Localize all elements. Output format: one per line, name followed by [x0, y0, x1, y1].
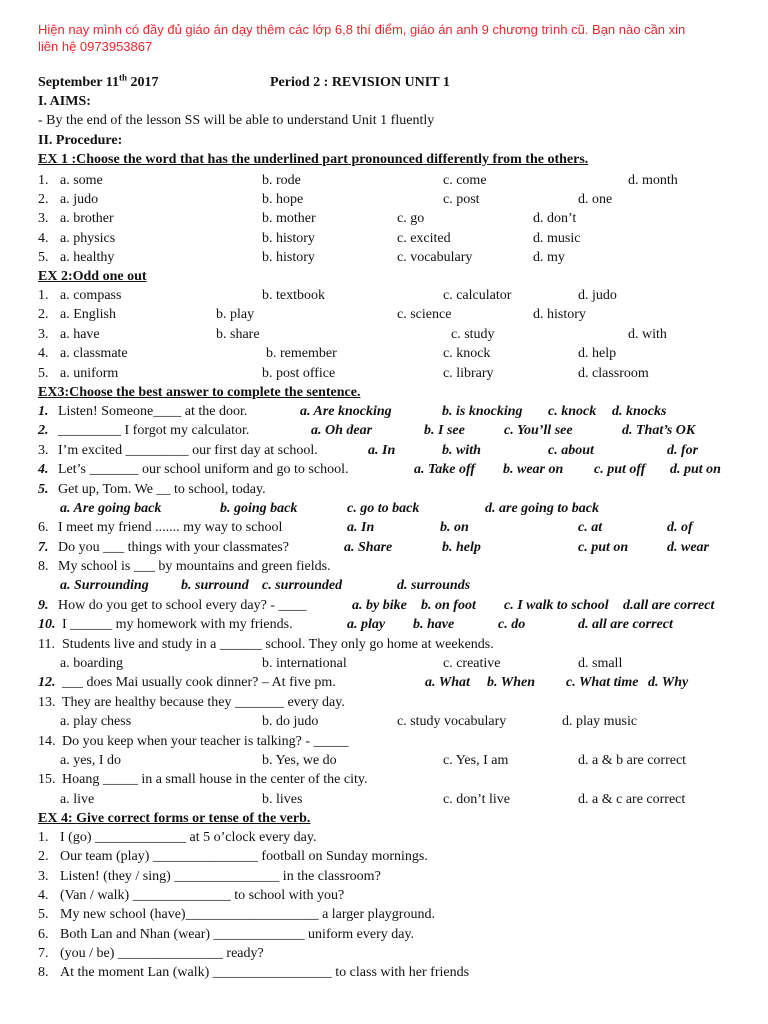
ex3-heading: EX3:Choose the best answer to complete the sentence. — [38, 385, 361, 400]
ex1-option: b. mother — [262, 211, 316, 226]
ex4-heading: EX 4: Give correct forms or tense of the verb. — [38, 811, 311, 826]
ex3-option: a. Are knocking — [300, 404, 392, 419]
ex2-option: c. library — [443, 366, 494, 381]
ex2-option: b. remember — [266, 346, 337, 361]
ex3-option: b. on foot — [421, 598, 476, 613]
ex2-item-number: 3. — [38, 327, 49, 342]
ex2-option: d. help — [578, 346, 617, 361]
ex2-option: d. judo — [578, 288, 617, 303]
notice-line-2: liên hệ 0973953867 — [38, 39, 153, 54]
ex2-option: a. have — [60, 327, 100, 342]
ex3-question: Do you keep when your teacher is talking? - _____ — [62, 734, 349, 749]
ex4-sentence: At the moment Lan (walk) _________________ to class with her friends — [60, 965, 470, 980]
ex4-item-number: 3. — [38, 869, 49, 884]
ex3-question: My school is ___ by mountains and green fields. — [58, 559, 331, 574]
ex3-item-number: 11. — [38, 637, 55, 652]
ex3-option: b. Yes, we do — [262, 753, 337, 768]
ex2-option: d. with — [628, 327, 667, 342]
ex3-option: d. for — [667, 443, 699, 458]
ex2-option: a. classmate — [60, 346, 128, 361]
ex3-option: b. going back — [220, 501, 298, 516]
ex3-question: Listen! Someone____ at the door. — [58, 404, 248, 419]
ex3-option: a. Take off — [414, 462, 476, 477]
ex3-option: a. In — [368, 443, 396, 458]
ex3-question: How do you get to school every day? - ____ — [58, 598, 307, 613]
ex2-option: c. calculator — [443, 288, 512, 303]
ex2-option: c. science — [397, 307, 452, 322]
ex3-option: a. In — [347, 520, 375, 535]
ex3-option: c. knock — [548, 404, 597, 419]
ex2-heading: EX 2:Odd one out — [38, 269, 147, 284]
aims-heading: I. AIMS: — [38, 94, 91, 109]
ex1-option: b. history — [262, 231, 315, 246]
ex4-item-number: 2. — [38, 849, 49, 864]
ex3-option: b. have — [413, 617, 455, 632]
ex2-option: c. knock — [443, 346, 491, 361]
ex1-option: a. physics — [60, 231, 116, 246]
ex3-option: c. I walk to school — [504, 598, 609, 613]
ex3-question: Hoang _____ in a small house in the center of the city. — [62, 772, 368, 787]
ex3-item-number: 13. — [38, 695, 56, 710]
ex3-option: c. put off — [594, 462, 646, 477]
notice-line-1: Hiện nay mình có đầy đủ giáo án dạy thêm các lớp 6,8 thí điểm, giáo án anh 9 chương trình cũ. Bạn nào cần xin — [38, 22, 686, 37]
ex3-question: I meet my friend ....... my way to school — [58, 520, 283, 535]
ex1-option: a. some — [60, 173, 103, 188]
ex3-option: a. Oh dear — [311, 423, 373, 438]
ex1-option: c. post — [443, 192, 480, 207]
ex3-option: a. Share — [344, 540, 393, 555]
ex3-item-number: 6. — [38, 520, 49, 535]
ex1-option: d. don’t — [533, 211, 577, 226]
ex3-item-number: 1. — [38, 404, 49, 419]
ex3-question: Get up, Tom. We __ to school, today. — [58, 482, 266, 497]
ex3-option: c. creative — [443, 656, 501, 671]
ex3-option: c. don’t live — [443, 792, 511, 807]
ex3-item-number: 8. — [38, 559, 49, 574]
date-year: 2017 — [127, 75, 159, 90]
ex2-option: b. share — [216, 327, 260, 342]
ex2-option: d. history — [533, 307, 586, 322]
ex3-option: a. boarding — [60, 656, 123, 671]
ex3-option: b. When — [487, 675, 535, 690]
ex3-option: a. What — [425, 675, 470, 690]
ex4-sentence: (Van / walk) ______________ to school with you? — [60, 888, 345, 903]
ex3-question: I’m excited _________ our first day at school. — [58, 443, 318, 458]
ex1-option: c. excited — [397, 231, 451, 246]
ex3-option: d. a & c are correct — [578, 792, 686, 807]
ex1-heading: EX 1 :Choose the word that has the underlined part pronounced differently from the others. — [38, 152, 589, 167]
ex3-question: Students live and study in a ______ school. They only go home at weekends. — [62, 637, 494, 652]
ex3-question: Do you ___ things with your classmates? — [58, 540, 289, 555]
ex2-option: b. post office — [262, 366, 336, 381]
ex3-item-number: 3. — [38, 443, 49, 458]
ex3-option: c. go to back — [347, 501, 420, 516]
ex2-option: a. uniform — [60, 366, 119, 381]
ex3-option: d. surrounds — [397, 578, 471, 593]
ex3-option: c. do — [498, 617, 526, 632]
ex1-item-number: 5. — [38, 250, 49, 265]
ex3-item-number: 9. — [38, 598, 49, 613]
period-title: Period 2 : REVISION UNIT 1 — [270, 75, 450, 90]
ex3-option: b. on — [440, 520, 469, 535]
ex1-option: c. come — [443, 173, 487, 188]
ex3-option: a. Surrounding — [60, 578, 149, 593]
ex1-option: a. healthy — [60, 250, 115, 265]
ex4-sentence: (you / be) _______________ ready? — [60, 946, 264, 961]
ex3-option: b. wear on — [503, 462, 564, 477]
ex3-question: Let’s _______ our school uniform and go to school. — [58, 462, 349, 477]
ex1-option: b. history — [262, 250, 315, 265]
ex1-option: b. hope — [262, 192, 304, 207]
ex2-option: b. textbook — [262, 288, 325, 303]
ex2-item-number: 4. — [38, 346, 49, 361]
ex1-option: a. brother — [60, 211, 114, 226]
ex3-item-number: 12. — [38, 675, 56, 690]
ex1-item-number: 3. — [38, 211, 49, 226]
ex2-option: c. study — [451, 327, 495, 342]
ex4-sentence: Listen! (they / sing) _______________ in the classroom? — [60, 869, 381, 884]
ex3-option: a. by bike — [352, 598, 407, 613]
ex1-option: d. my — [533, 250, 565, 265]
ex3-option: a. Are going back — [60, 501, 162, 516]
ex3-option: c. at — [578, 520, 603, 535]
ex3-option: b. is knocking — [442, 404, 523, 419]
ex4-item-number: 1. — [38, 830, 49, 845]
ex3-option: d.all are correct — [623, 598, 715, 613]
ex3-option: d. of — [667, 520, 693, 535]
ex1-item-number: 2. — [38, 192, 49, 207]
ex4-sentence: My new school (have)___________________ a larger playground. — [60, 907, 435, 922]
ex2-option: b. play — [216, 307, 255, 322]
ex3-option: d. play music — [562, 714, 638, 729]
ex3-option: d. all are correct — [578, 617, 673, 632]
ex3-option: d. small — [578, 656, 623, 671]
ex3-option: c. about — [548, 443, 594, 458]
ex3-option: c. study vocabulary — [397, 714, 507, 729]
ex4-sentence: I (go) _____________ at 5 o’clock every day. — [60, 830, 317, 845]
lesson-date — [38, 74, 159, 92]
ex1-option: d. one — [578, 192, 613, 207]
ex3-question: I ______ my homework with my friends. — [62, 617, 293, 632]
ex3-option: d. put on — [670, 462, 721, 477]
ex3-question: They are healthy because they _______ every day. — [62, 695, 345, 710]
ex3-option: b. do judo — [262, 714, 319, 729]
ex2-option: a. compass — [60, 288, 122, 303]
ex1-item-number: 1. — [38, 173, 49, 188]
ex3-item-number: 15. — [38, 772, 56, 787]
ex3-question: _________ I forgot my calculator. — [58, 423, 250, 438]
ex3-option: b. help — [442, 540, 481, 555]
ex3-option: c. Yes, I am — [443, 753, 509, 768]
ex1-option: d. month — [628, 173, 678, 188]
ex3-option: b. surround — [181, 578, 249, 593]
ex1-option: d. music — [533, 231, 581, 246]
ex3-item-number: 10. — [38, 617, 56, 632]
ex2-item-number: 2. — [38, 307, 49, 322]
ex2-item-number: 5. — [38, 366, 49, 381]
ex1-option: c. go — [397, 211, 425, 226]
ex1-option: b. rode — [262, 173, 301, 188]
ex3-option: a. yes, I do — [60, 753, 122, 768]
date-suffix-sup: th — [119, 72, 128, 83]
procedure-heading: II. Procedure: — [38, 133, 123, 148]
ex3-item-number: 5. — [38, 482, 49, 497]
ex3-question: ___ does Mai usually cook dinner? – At five pm. — [62, 675, 336, 690]
ex4-item-number: 5. — [38, 907, 49, 922]
ex3-option: d. knocks — [612, 404, 667, 419]
ex3-option: a. live — [60, 792, 95, 807]
ex3-item-number: 4. — [38, 462, 49, 477]
ex4-item-number: 7. — [38, 946, 49, 961]
ex3-option: b. I see — [424, 423, 465, 438]
ex2-option: d. classroom — [578, 366, 649, 381]
ex3-option: b. international — [262, 656, 347, 671]
ex3-option: d. Why — [648, 675, 689, 690]
ex3-option: c. surrounded — [262, 578, 343, 593]
ex3-option: b. lives — [262, 792, 303, 807]
ex4-sentence: Both Lan and Nhan (wear) _____________ uniform every day. — [60, 927, 415, 942]
ex3-option: d. That’s OK — [622, 423, 696, 438]
ex1-option: c. vocabulary — [397, 250, 473, 265]
aims-text: - By the end of the lesson SS will be able to understand Unit 1 fluently — [38, 113, 435, 128]
ex3-option: a. play — [347, 617, 386, 632]
ex2-option: a. English — [60, 307, 116, 322]
ex3-option: d. wear — [667, 540, 709, 555]
ex3-item-number: 2. — [38, 423, 49, 438]
ex3-item-number: 7. — [38, 540, 49, 555]
ex4-item-number: 4. — [38, 888, 49, 903]
ex1-item-number: 4. — [38, 231, 49, 246]
ex3-option: a. play chess — [60, 714, 132, 729]
ex3-option: d. are going to back — [485, 501, 599, 516]
ex3-option: c. What time — [566, 675, 639, 690]
ex4-item-number: 8. — [38, 965, 49, 980]
ex3-option: c. put on — [578, 540, 629, 555]
ex1-option: a. judo — [60, 192, 99, 207]
ex3-option: d. a & b are correct — [578, 753, 687, 768]
ex4-item-number: 6. — [38, 927, 49, 942]
ex3-item-number: 14. — [38, 734, 56, 749]
ex3-option: c. You’ll see — [504, 423, 573, 438]
ex2-item-number: 1. — [38, 288, 49, 303]
ex3-option: b. with — [442, 443, 481, 458]
date-text: September 11 — [38, 75, 120, 90]
ex4-sentence: Our team (play) _______________ football on Sunday mornings. — [60, 849, 428, 864]
